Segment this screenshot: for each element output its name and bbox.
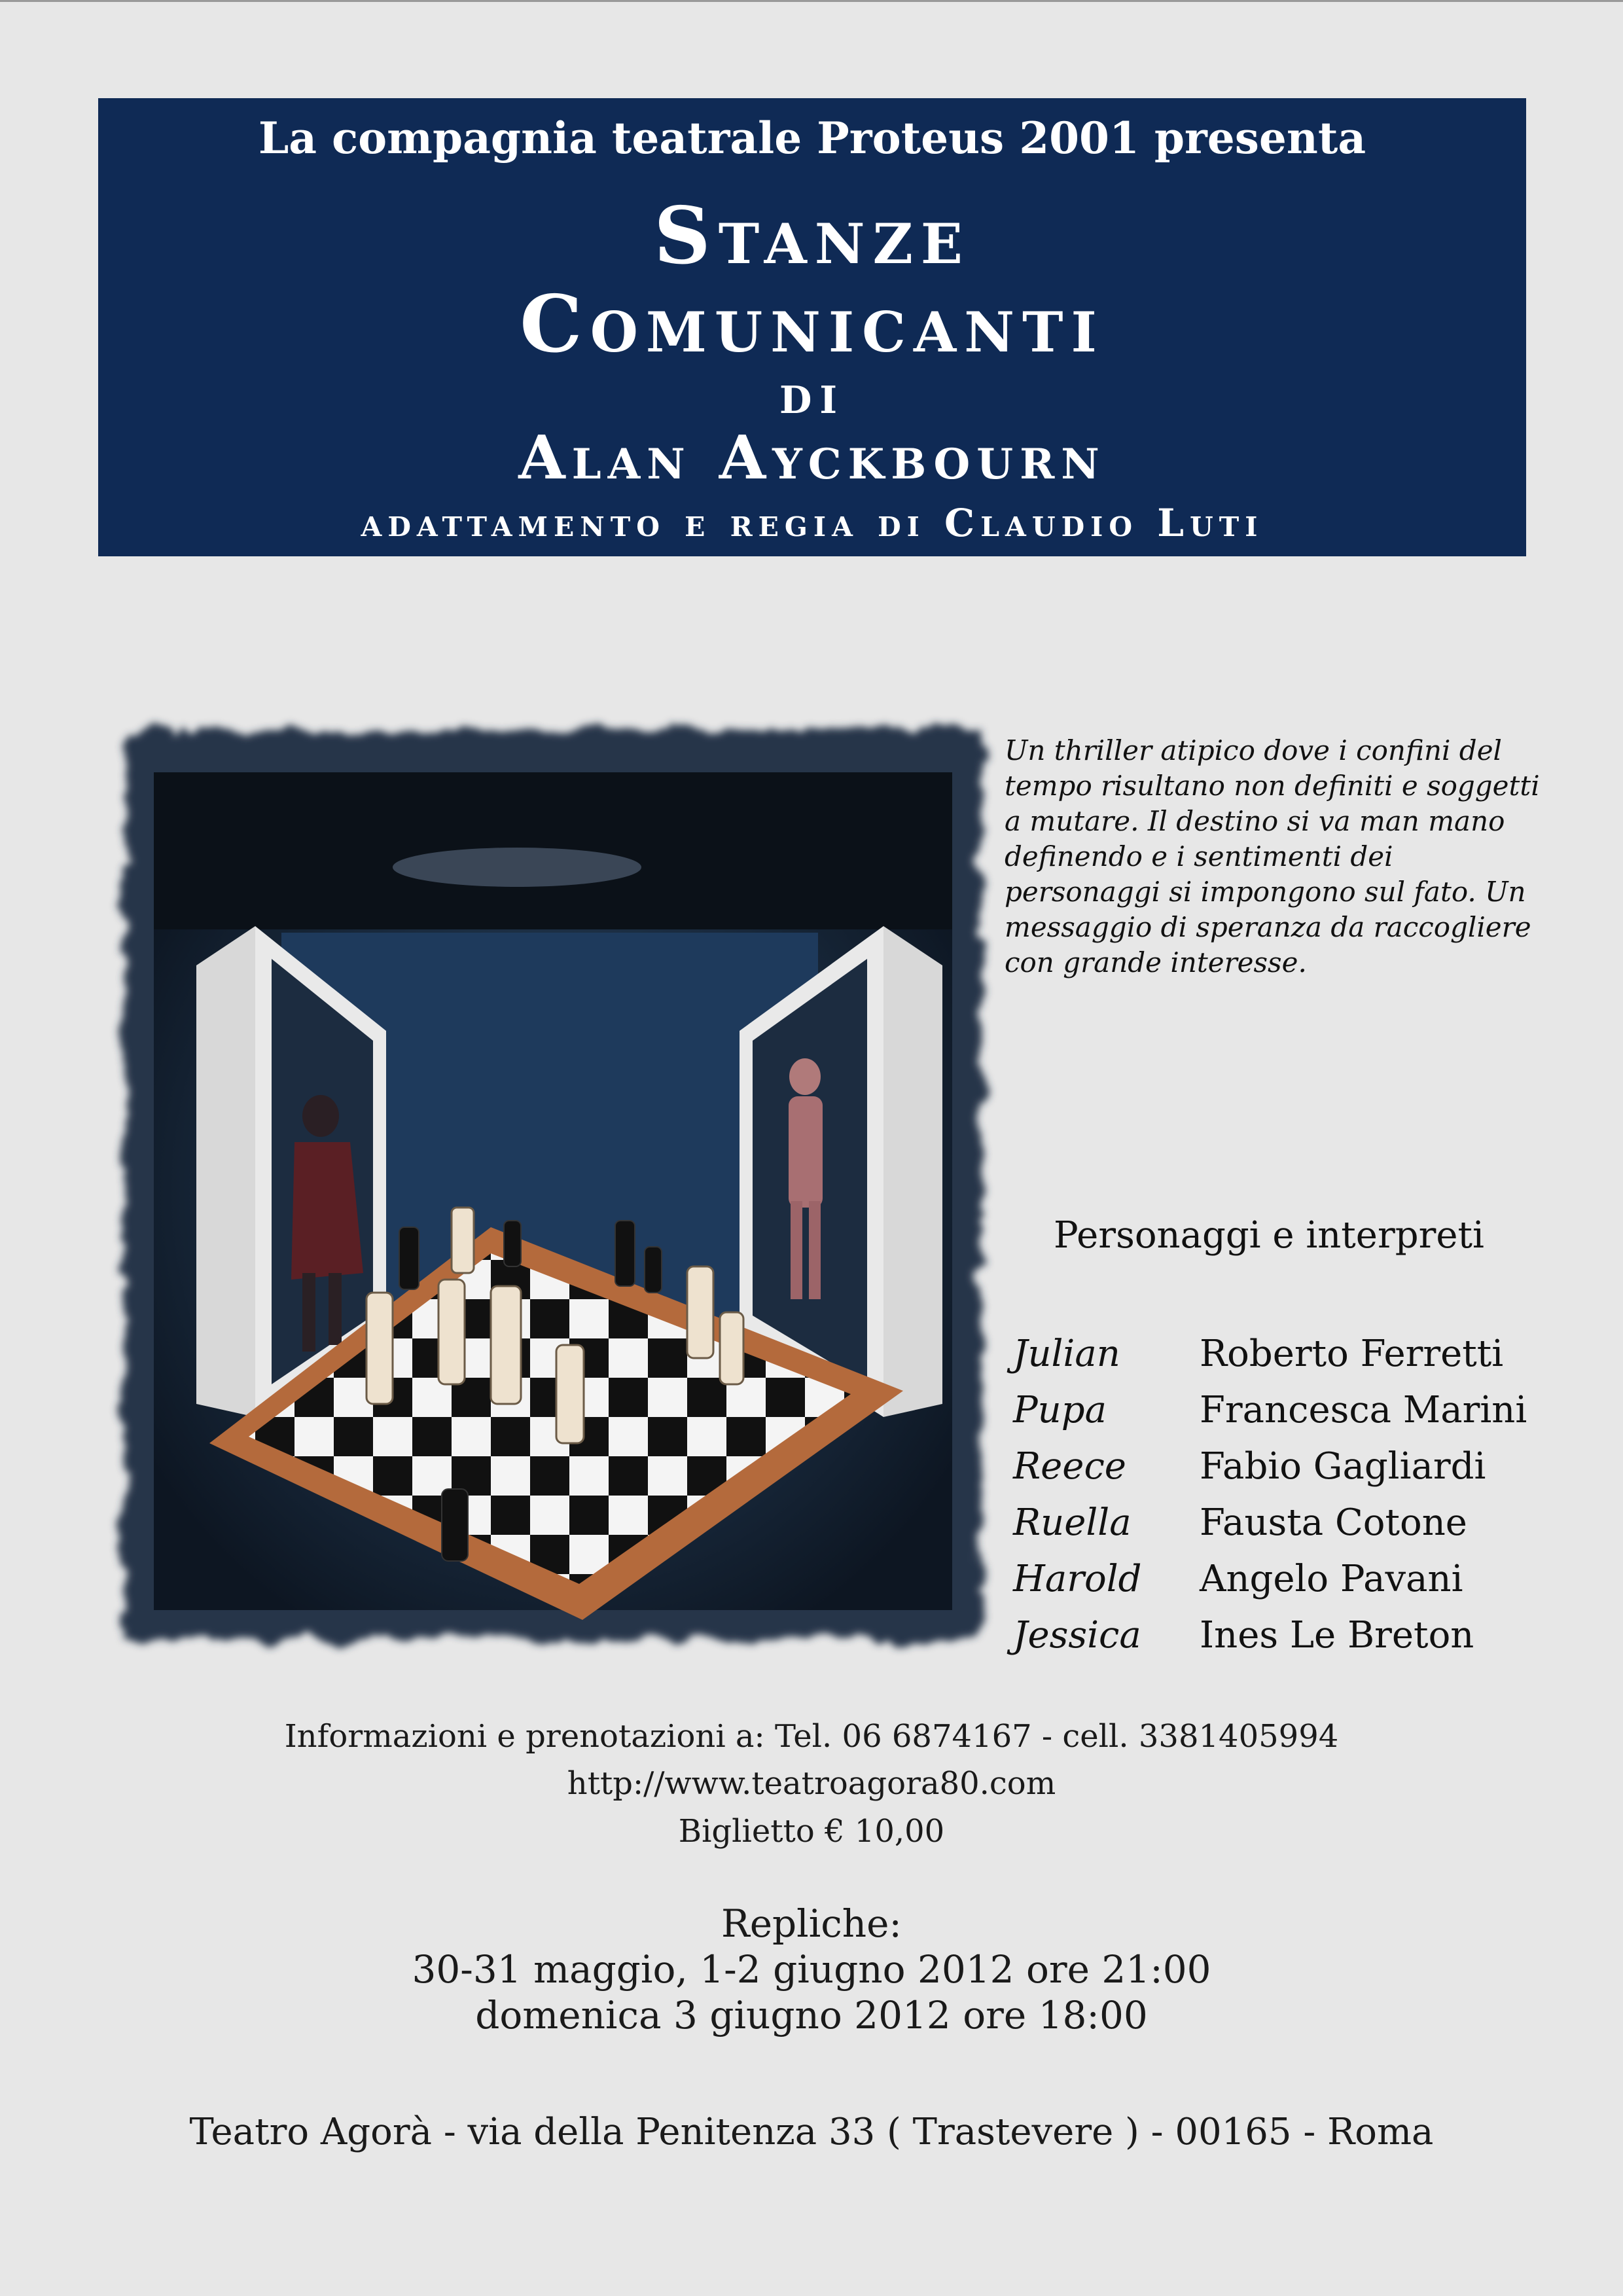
play-title-line1: Stanze: [654, 190, 971, 282]
actor-name: Angelo Pavani: [1200, 1557, 1463, 1600]
actor-name: Roberto Ferretti: [1200, 1332, 1504, 1375]
performance-dates-line1: 30-31 maggio, 1-2 giugno 2012 ore 21:00: [412, 1947, 1211, 1992]
play-title-line2: Comunicanti: [520, 278, 1105, 370]
actor-name: Ines Le Breton: [1200, 1613, 1474, 1657]
by-label: di: [779, 363, 846, 426]
actor-name: Francesca Marini: [1200, 1388, 1527, 1431]
chessboard-stage-illustration: [98, 710, 1008, 1659]
actor-name: Fausta Cotone: [1200, 1501, 1467, 1544]
booking-contacts: Informazioni e prenotazioni a: Tel. 06 6874167 - cell. 3381405994: [284, 1718, 1339, 1755]
performance-dates-line2: domenica 3 giugno 2012 ore 18:00: [475, 1993, 1148, 2037]
synopsis-text: Un thriller atipico dove i confini del tempo risultano non definiti e soggetti a mutare. Il destino si va man mano definendo e i sentimenti dei personaggi si impongono sul fato. Un messaggio di speranza da raccogliere con grande interesse.: [1005, 734, 1540, 978]
cast-row: [1013, 1551, 1602, 1607]
poster-artwork: [98, 710, 1008, 1659]
character-name: Reece: [1013, 1444, 1126, 1488]
venue-address: Teatro Agorà - via della Penitenza 33 ( Trastevere ) - 00165 - Roma: [189, 2111, 1434, 2153]
performances-heading: Repliche:: [721, 1901, 902, 1946]
cast-row: [1013, 1382, 1602, 1438]
actor-name: Fabio Gagliardi: [1200, 1444, 1486, 1488]
character-name: Harold: [1013, 1557, 1142, 1600]
presenter-line: La compagnia teatrale Proteus 2001 presenta: [258, 113, 1366, 164]
character-name: Ruella: [1013, 1501, 1132, 1544]
cast-row: [1013, 1325, 1602, 1382]
cast-row: [1013, 1438, 1602, 1494]
author-name: Alan Ayckbourn: [518, 422, 1106, 493]
ticket-price: Biglietto € 10,00: [678, 1813, 945, 1850]
top-border-line: [0, 0, 1623, 2]
header-banner: [98, 98, 1526, 556]
character-name: Jessica: [1013, 1613, 1141, 1657]
cast-row: [1013, 1607, 1602, 1663]
cast-list: [1013, 1325, 1602, 1663]
website-link[interactable]: http://www.teatroagora80.com: [567, 1765, 1056, 1802]
director-credit: adattamento e regia di Claudio Luti: [361, 501, 1264, 545]
cast-row: [1013, 1494, 1602, 1551]
cast-heading: Personaggi e interpreti: [1054, 1214, 1484, 1257]
character-name: Julian: [1013, 1332, 1120, 1375]
character-name: Pupa: [1013, 1388, 1107, 1431]
